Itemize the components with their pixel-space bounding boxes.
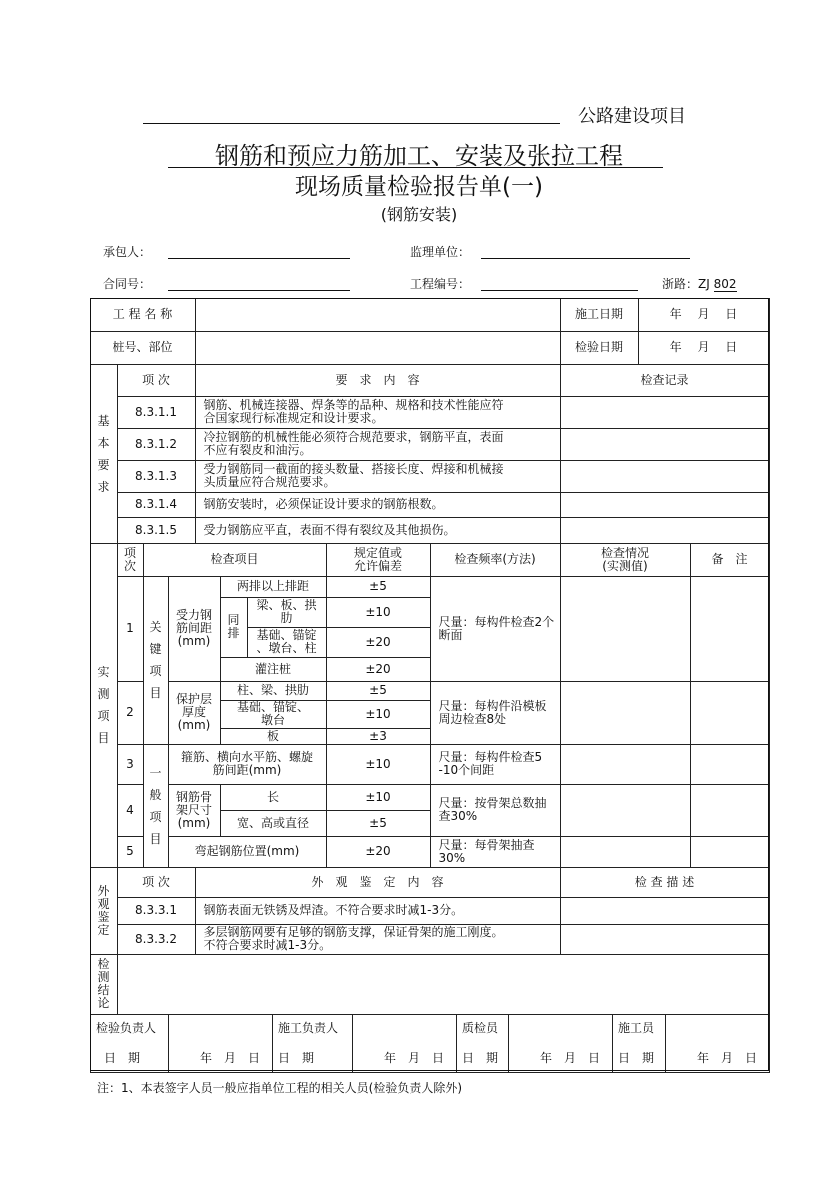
- check-item: 板: [220, 728, 327, 745]
- project-name-input[interactable]: [195, 298, 561, 332]
- appearance-row-text: 钢筋表面无铁锈及焊渣。不符合要求时减1-3分。: [195, 897, 561, 925]
- check-item: 两排以上排距: [220, 576, 327, 598]
- same-row-label: [220, 597, 248, 658]
- frequency-text: 尺量：每构件沿模板 周边检查8处: [430, 681, 561, 745]
- inspection-date-field[interactable]: 年 月 日: [638, 331, 770, 365]
- tolerance-value: ±10: [326, 700, 431, 729]
- project-suffix: 公路建设项目: [578, 106, 686, 127]
- basic-row-id: 8.3.1.2: [117, 428, 196, 461]
- cage-size-label: 钢筋骨 架尺寸 (mm): [168, 784, 221, 837]
- basic-row-text: 冷拉钢筋的机械性能必须符合规范要求，钢筋平直，表面 不应有裂皮和油污。: [195, 428, 561, 461]
- inspector-label: 检验负责人: [96, 1021, 157, 1035]
- frequency-text: 尺量：每构件检查2个 断面: [430, 576, 561, 682]
- inspector-date-value: 年 月 日: [200, 1051, 261, 1065]
- basic-row-id: 8.3.1.4: [117, 492, 196, 518]
- tolerance-value: ±10: [326, 597, 431, 628]
- project-name-underline[interactable]: [143, 123, 560, 124]
- conclusion-input[interactable]: [117, 954, 770, 1015]
- conclusion-label-text: 检测结论: [97, 957, 110, 1010]
- inspection-date-label: 检验日期: [560, 331, 639, 365]
- project-name-label: 工 程 名 称: [90, 298, 196, 332]
- construction-lead-label: 施工负责人: [278, 1021, 339, 1035]
- tolerance-value: ±5: [326, 681, 431, 701]
- frequency-text: 尺量：每骨架抽查 30%: [430, 836, 561, 868]
- worker-label: 施工员: [618, 1021, 655, 1035]
- check-item: 基础、锚锭、 墩台: [220, 700, 327, 729]
- title-line2: 现场质量检验报告单(一): [295, 174, 543, 200]
- basic-section-label-text: 基本要求: [97, 413, 110, 494]
- project-no-field[interactable]: [481, 290, 638, 291]
- tolerance-value: ±5: [326, 810, 431, 837]
- measured-section-label-text: 实测项目: [97, 665, 110, 745]
- tolerance-value: ±5: [326, 576, 431, 598]
- worker-date-label: 日 期: [618, 1051, 655, 1065]
- contractor-field[interactable]: [168, 258, 350, 259]
- quality-inspector-label: 质检员: [462, 1021, 499, 1035]
- quality-inspector-date-value: 年 月 日: [540, 1051, 601, 1065]
- check-item: 梁、板、拱 肋: [247, 597, 327, 628]
- cover-thickness-label: 保护层 厚度 (mm): [168, 681, 221, 745]
- item-number: 5: [117, 836, 144, 868]
- general-items-label-text: 一般项目: [149, 765, 162, 846]
- basic-row-text: 钢筋、机械连接器、焊条等的品种、规格和技术性能应符 合国家现行标准规定和设计要求。: [195, 396, 561, 429]
- check-item: 基础、锚锭 、墩台、柱: [247, 627, 327, 658]
- basic-row-id: 8.3.1.3: [117, 460, 196, 493]
- basic-row-record[interactable]: [560, 396, 770, 429]
- supervisor-field[interactable]: [481, 258, 690, 259]
- station-input[interactable]: [195, 331, 561, 365]
- worker-date-value: 年 月 日: [697, 1051, 758, 1065]
- basic-content-header: 要 求 内 容: [195, 364, 561, 397]
- measured-item-header: 项 次: [117, 543, 144, 577]
- title-line1: 钢筋和预应力筋加工、安装及张拉工程: [215, 142, 623, 170]
- remark-header: 备 注: [690, 543, 770, 577]
- same-row-label-text: 同排: [227, 613, 240, 640]
- appearance-row-id: 8.3.3.1: [117, 897, 196, 925]
- measured-section-label: [90, 543, 118, 868]
- form-code-prefix: 浙路：ZJ: [662, 277, 710, 291]
- check-item: 宽、高或直径: [220, 810, 327, 837]
- subtitle: (钢筋安装): [380, 205, 458, 224]
- form-code-number: 802: [713, 277, 737, 291]
- form-code: [662, 275, 737, 292]
- conclusion-label: [90, 954, 118, 1015]
- contract-field[interactable]: [168, 290, 350, 291]
- tolerance-value: ±20: [326, 627, 431, 658]
- result-input[interactable]: [560, 681, 691, 745]
- frequency-header: 检查频率(方法): [430, 543, 561, 577]
- tolerance-value: ±10: [326, 744, 431, 785]
- frequency-text: 尺量：每构件检查5 -10个间距: [430, 744, 561, 785]
- appearance-row-desc[interactable]: [560, 897, 770, 925]
- basic-row-record[interactable]: [560, 492, 770, 518]
- quality-inspector-date-label: 日 期: [462, 1051, 499, 1065]
- construction-lead-date-value: 年 月 日: [384, 1051, 445, 1065]
- frequency-text: 尺量：按骨架总数抽 查30%: [430, 784, 561, 837]
- tolerance-value: ±10: [326, 784, 431, 811]
- supervisor-label: 监理单位：: [410, 245, 471, 259]
- check-item: 箍筋、横向水平筋、螺旋 筋间距(mm): [168, 744, 327, 785]
- remark-input[interactable]: [690, 836, 770, 868]
- basic-row-record[interactable]: [560, 460, 770, 493]
- remark-input[interactable]: [690, 784, 770, 837]
- project-no-label: 工程编号：: [410, 277, 471, 291]
- appearance-desc-header: 检 查 描 述: [560, 867, 770, 898]
- remark-input[interactable]: [690, 744, 770, 785]
- item-number: 2: [117, 681, 144, 745]
- appearance-row-text: 多层钢筋网要有足够的钢筋支撑，保证骨架的施工刚度。 不符合要求时减1-3分。: [195, 924, 561, 955]
- remark-input[interactable]: [690, 576, 770, 682]
- item-number: 4: [117, 784, 144, 837]
- appearance-row-id: 8.3.3.2: [117, 924, 196, 955]
- basic-row-text: 受力钢筋同一截面的接头数量、搭接长度、焊接和机械接 头质量应符合规范要求。: [195, 460, 561, 493]
- appearance-content-header: 外 观 鉴 定 内 容: [195, 867, 561, 898]
- item-number: 3: [117, 744, 144, 785]
- basic-row-record[interactable]: [560, 428, 770, 461]
- key-items-label-text: 关键项目: [149, 620, 162, 700]
- result-input[interactable]: [560, 836, 691, 868]
- tolerance-value: ±20: [326, 836, 431, 868]
- check-item-header: 检查项目: [143, 543, 327, 577]
- construction-date-field[interactable]: 年 月 日: [638, 298, 770, 332]
- basic-row-text: 钢筋安装时，必须保证设计要求的钢筋根数。: [195, 492, 561, 518]
- appearance-section-label-text: 外观鉴定: [97, 883, 110, 937]
- inspector-date-label: 日 期: [104, 1051, 141, 1065]
- footnote: 注：1、本表签字人员一般应指单位工程的相关人员(检验负责人除外): [97, 1081, 463, 1095]
- check-item: 灌注桩: [220, 657, 327, 682]
- result-input[interactable]: [560, 784, 691, 837]
- tolerance-value: ±20: [326, 657, 431, 682]
- contract-label: 合同号：: [103, 277, 152, 291]
- key-items-label: [143, 576, 169, 745]
- construction-lead-date-label: 日 期: [278, 1051, 315, 1065]
- appearance-row-desc[interactable]: [560, 924, 770, 955]
- check-item: 长: [220, 784, 327, 811]
- result-input[interactable]: [560, 744, 691, 785]
- basic-row-id: 8.3.1.1: [117, 396, 196, 429]
- contractor-label: 承包人：: [103, 245, 152, 259]
- general-items-label: [143, 744, 169, 868]
- tolerance-value: ±3: [326, 728, 431, 745]
- basic-row-record[interactable]: [560, 517, 770, 544]
- appearance-section-label: [90, 867, 118, 955]
- check-item: 柱、梁、拱肋: [220, 681, 327, 701]
- remark-input[interactable]: [690, 681, 770, 745]
- station-label: 桩号、部位: [90, 331, 196, 365]
- construction-date-label: 施工日期: [560, 298, 639, 332]
- result-input[interactable]: [560, 576, 691, 682]
- basic-item-header: 项 次: [117, 364, 196, 397]
- basic-row-text: 受力钢筋应平直，表面不得有裂纹及其他损伤。: [195, 517, 561, 544]
- result-header: 检查情况 (实测值): [560, 543, 691, 577]
- tolerance-header: 规定值或 允许偏差: [326, 543, 431, 577]
- check-item: 弯起钢筋位置(mm): [168, 836, 327, 868]
- appearance-item-header: 项 次: [117, 867, 196, 898]
- rebar-spacing-label: 受力钢 筋间距 (mm): [168, 576, 221, 682]
- basic-record-header: 检查记录: [560, 364, 770, 397]
- basic-row-id: 8.3.1.5: [117, 517, 196, 544]
- basic-section-label: [90, 364, 118, 544]
- item-number: 1: [117, 576, 144, 682]
